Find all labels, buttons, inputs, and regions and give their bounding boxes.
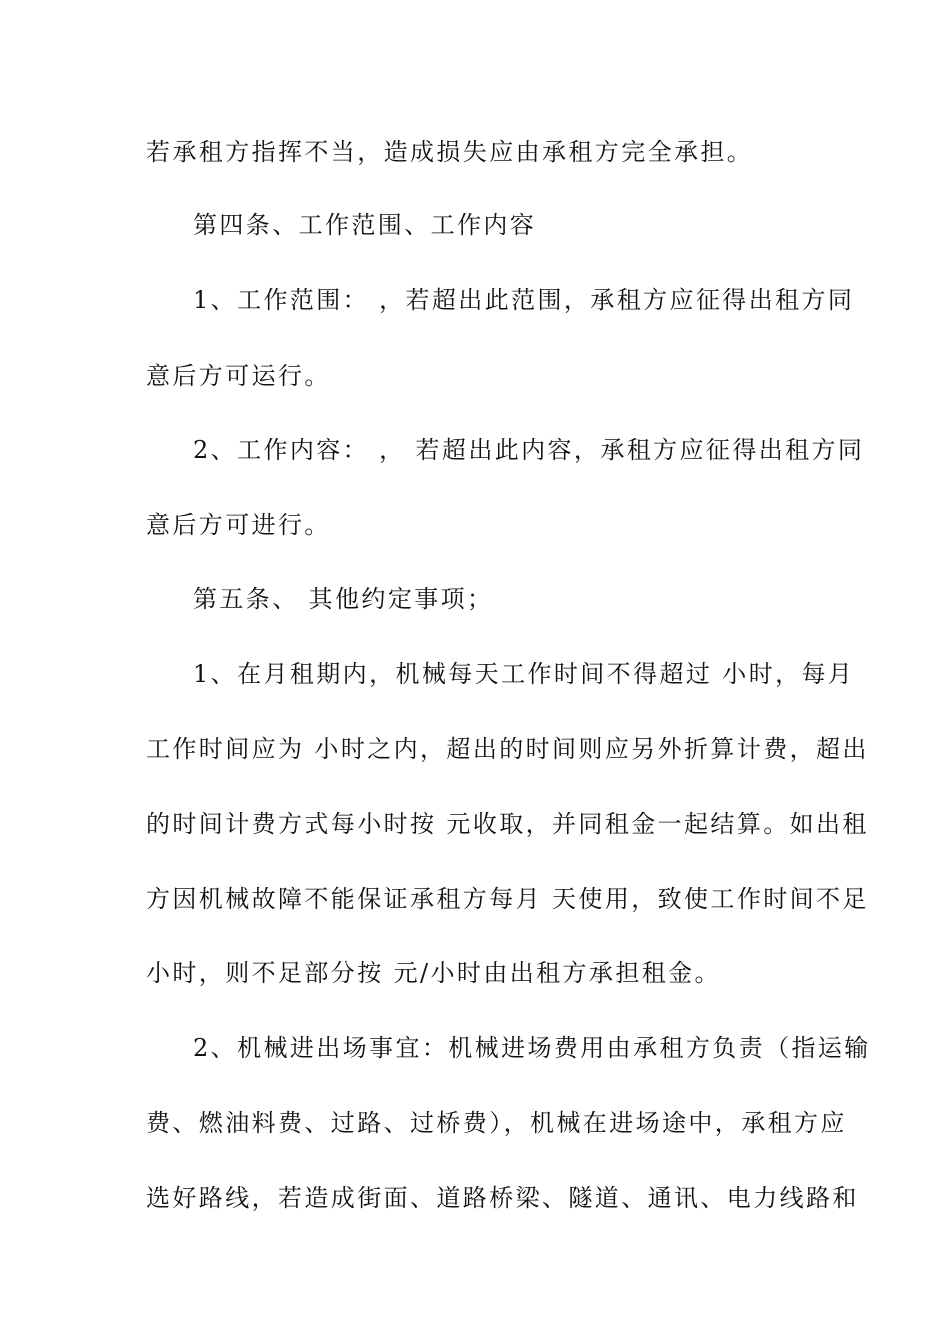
text-line: 的时间计费方式每小时按 元收取，并同租金一起结算。如出租 <box>146 810 869 838</box>
text-line: 1、在月租期内，机械每天工作时间不得超过 小时，每月 <box>193 660 855 688</box>
text-line: 2、工作内容： ， 若超出此内容，承租方应征得出租方同 <box>193 436 865 464</box>
text-line: 意后方可进行。 <box>146 511 331 539</box>
text-line: 2、机械进出场事宜：机械进场费用由承租方负责（指运输 <box>193 1034 871 1062</box>
text-line: 工作时间应为 小时之内，超出的时间则应另外折算计费，超出 <box>146 735 869 763</box>
section-heading: 第五条、 其他约定事项； <box>193 585 494 613</box>
text-line: 若承租方指挥不当，造成损失应由承租方完全承担。 <box>146 138 754 166</box>
text-line: 选好路线，若造成街面、道路桥梁、隧道、通讯、电力线路和 <box>146 1184 859 1212</box>
section-heading: 第四条、工作范围、工作内容 <box>193 211 537 239</box>
text-line: 意后方可运行。 <box>146 362 331 390</box>
text-line: 费、燃油料费、过路、过桥费），机械在进场途中，承租方应 <box>146 1109 847 1137</box>
text-line: 方因机械故障不能保证承租方每月 天使用，致使工作时间不足 <box>146 885 869 913</box>
text-line: 1、工作范围： ，若超出此范围，承租方应征得出租方同 <box>193 286 855 314</box>
text-line: 小时，则不足部分按 元/小时由出租方承担租金。 <box>146 959 721 987</box>
